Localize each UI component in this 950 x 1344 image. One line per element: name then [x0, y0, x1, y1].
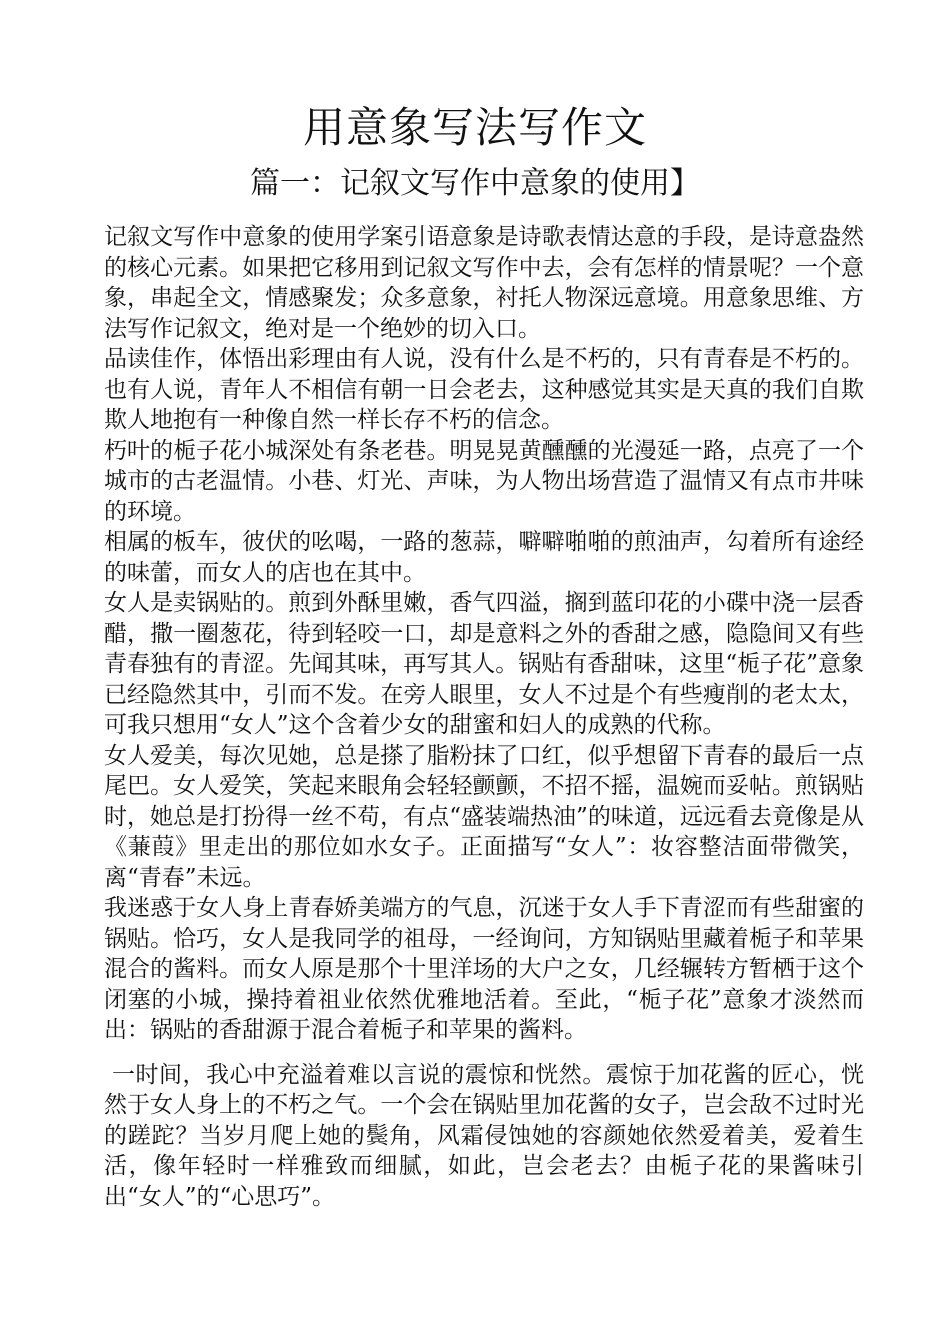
- paragraph-2: 品读佳作，体悟出彩理由有人说，没有什么是不朽的，只有青春是不朽的。也有人说，青年人不相信有朝一日会老去，这种感觉其实是天真的我们自欺欺人地抱有一种像自然一样长存不朽的信念。: [104, 346, 864, 433]
- paragraph-3: 朽叶的栀子花小城深处有条老巷。明晃晃黄醺醺的光漫延一路，点亮了一个城市的古老温情。小巷、灯光、声味，为人物出场营造了温情又有点市井味的环境。: [104, 437, 864, 525]
- paragraph-6: 女人爱美，每次见她，总是搽了脂粉抹了口红，似乎想留下青春的最后一点尾巴。女人爱笑，笑起来眼角会轻轻颤颤，不招不摇，温婉而妥帖。煎锅贴时，她总是打扮得一丝不苟，有点“盛装端热油”的味道，远远看去竟像是从《蒹葭》里走出的那位如水女子。正面描写“女人”：妆容整洁面带微笑，离“青春”未远。: [104, 742, 864, 891]
- paragraph-8: 一时间，我心中充溢着难以言说的震惊和恍然。震惊于加花酱的匠心，恍然于女人身上的不朽之气。一个会在锅贴里加花酱的女子，岂会敌不过时光的蹉跎？当岁月爬上她的鬓角，风霜侵蚀她的容颜她依然爱着美，爱着生活，像年轻时一样雅致而细腻，如此，岂会老去？由栀子花的果酱味引出“女人”的“心思巧”。: [104, 1061, 864, 1210]
- page-subtitle: 篇一：记叙文写作中意象的使用】: [250, 166, 700, 201]
- paragraph-7: 我迷惑于女人身上青春娇美端方的气息，沉迷于女人手下青涩而有些甜蜜的锅贴。恰巧，女人是我同学的祖母，一经询问，方知锅贴里藏着栀子和苹果混合的酱料。而女人原是那个十里洋场的大户之女，几经辗转方暂栖于这个闭塞的小城，操持着祖业依然优雅地活着。至此，“栀子花”意象才淡然而出：锅贴的香甜源于混合着栀子和苹果的酱料。: [104, 895, 864, 1043]
- paragraph-5: 女人是卖锅贴的。煎到外酥里嫩，香气四溢，搁到蓝印花的小碟中浇一层香醋，撒一圈葱花，待到轻咬一口，却是意料之外的香甜之感，隐隐间又有些青春独有的青涩。先闻其味，再写其人。锅贴有香甜味，这里“栀子花”意象已经隐然其中，引而不发。在旁人眼里，女人不过是个有些瘦削的老太太，可我只想用“女人”这个含着少女的甜蜜和妇人的成熟的代称。: [104, 590, 864, 738]
- page-title: 用意象写法写作文: [302, 103, 647, 152]
- paragraph-1: 记叙文写作中意象的使用学案引语意象是诗歌表情达意的手段，是诗意盎然的核心元素。如果把它移用到记叙文写作中去，会有怎样的情景呢？一个意象，串起全文，情感聚发；众多意象，衬托人物深远意境。用意象思维、方法写作记叙文，绝对是一个绝妙的切入口。: [104, 224, 864, 342]
- paragraph-4: 相属的板车，彼伏的吆喝，一路的葱蒜，噼噼啪啪的煎油声，勾着所有途经的味蕾，而女人的店也在其中。: [104, 529, 864, 586]
- document-body: [104, 222, 864, 1212]
